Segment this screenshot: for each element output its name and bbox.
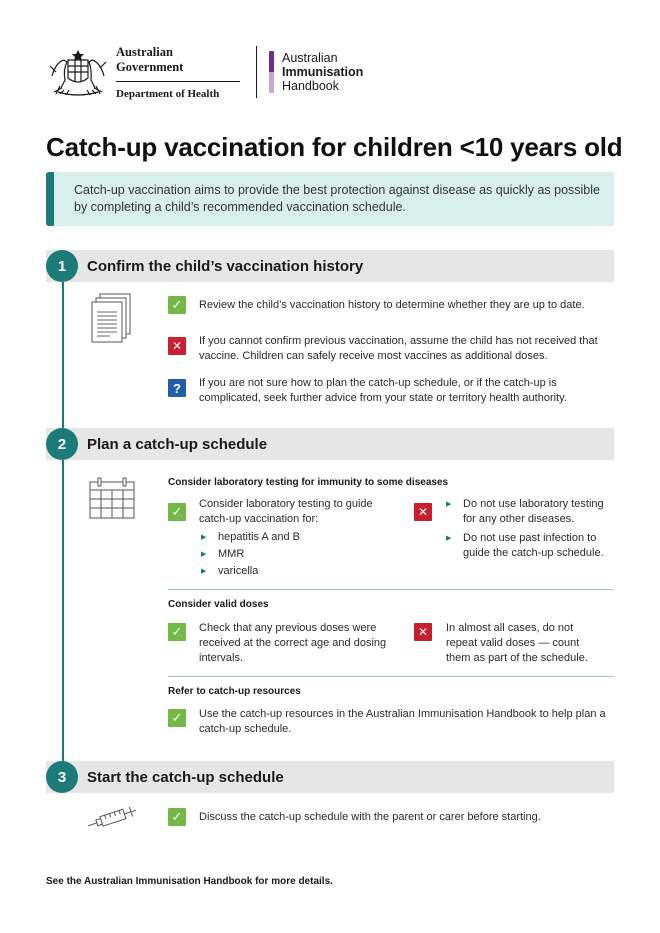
handbook-logo-bar [269, 51, 274, 93]
intro-box [46, 172, 614, 226]
step-3-item [168, 808, 614, 826]
step-3-title: Start the catch-up schedule [87, 768, 284, 786]
list-item: ▶ hepatitis A and B [199, 530, 398, 545]
check-icon: ✓ [168, 296, 186, 314]
check-icon: ✓ [168, 623, 186, 641]
list-item: ▶ varicella [199, 564, 398, 579]
step-2-number: 2 [46, 428, 78, 460]
section-divider [168, 589, 614, 590]
step-3-header [46, 761, 614, 793]
documents-icon [88, 292, 134, 350]
list-item: ▶ MMR [199, 547, 398, 562]
page-title: Catch-up vaccination for children <10 years old [46, 132, 623, 162]
government-wordmark [116, 45, 240, 100]
step-1-number: 1 [46, 250, 78, 282]
gov-line1: Australian Government [116, 45, 240, 82]
valid-doses-dont-text: In almost all cases, do not repeat valid doses — count them as part of the schedule. [446, 622, 588, 664]
step-3-text: Discuss the catch-up schedule with the parent or carer before starting. [199, 811, 541, 823]
lab-testing-heading: Consider laboratory testing for immunity to some diseases [168, 477, 449, 488]
step-1-item-3 [168, 376, 614, 406]
lab-testing-dont [414, 497, 614, 565]
step-1-item-1-text: Review the child’s vaccination history to determine whether they are up to date. [199, 299, 585, 311]
question-icon: ? [168, 379, 186, 397]
lab-testing-dont-content [444, 497, 604, 565]
resources-item [168, 707, 614, 737]
coat-of-arms-icon [46, 46, 110, 98]
lab-testing-do [168, 497, 398, 579]
step-1-header [46, 250, 614, 282]
syringe-icon [86, 806, 138, 830]
footer-note: See the Australian Immunisation Handbook for more details. [46, 876, 333, 887]
lab-testing-dont-list [444, 497, 604, 561]
check-icon: ✓ [168, 503, 186, 521]
valid-doses-heading: Consider valid doses [168, 599, 269, 610]
resources-text: Use the catch-up resources in the Australian Immunisation Handbook to help plan a catch-up schedule. [199, 708, 606, 735]
lab-testing-do-list [199, 530, 398, 579]
cross-icon: ✕ [414, 623, 432, 641]
lab-testing-do-text: Consider laboratory testing to guide catch-up vaccination for: [199, 498, 373, 525]
gov-line2: Department of Health [116, 87, 220, 100]
list-item: ▶ Do not use laboratory testing for any other diseases. [444, 497, 604, 527]
step-1-title: Confirm the child’s vaccination history [87, 257, 364, 275]
intro-text: Catch-up vaccination aims to provide the best protection against disease as quickly as possible by completing a child’s recommended vaccination schedule. [74, 183, 600, 214]
step-2-header [46, 428, 614, 460]
cross-icon: ✕ [414, 503, 432, 521]
handbook-line3: Handbook [282, 79, 339, 93]
header-divider [256, 46, 257, 98]
handbook-wordmark [282, 51, 363, 93]
valid-doses-dont [414, 621, 614, 666]
cross-icon: ✕ [168, 337, 186, 355]
lab-testing-do-content [199, 497, 398, 579]
handbook-line2: Immunisation [282, 65, 364, 79]
step-2-title: Plan a catch-up schedule [87, 435, 268, 453]
header [46, 44, 363, 100]
step-1-item-2-text: If you cannot confirm previous vaccination, assume the child has not received that vaccine. Children can safely receive most vaccines as additional doses. [199, 335, 598, 362]
section-divider [168, 676, 614, 677]
step-1-item-1 [168, 296, 614, 314]
step-3-number: 3 [46, 761, 78, 793]
step-1-item-3-text: If you are not sure how to plan the catch-up schedule, or if the catch-up is complicated, seek further advice from your state or territory health authority. [199, 377, 567, 404]
step-1-item-2 [168, 334, 614, 364]
handbook-line1: Australian [282, 51, 338, 65]
check-icon: ✓ [168, 709, 186, 727]
calendar-icon [88, 476, 136, 520]
valid-doses-do-text: Check that any previous doses were received at the correct age and dosing intervals. [199, 622, 387, 664]
list-item: ▶ Do not use past infection to guide the catch-up schedule. [444, 531, 604, 561]
timeline-line [62, 266, 64, 776]
check-icon: ✓ [168, 808, 186, 826]
valid-doses-do [168, 621, 398, 666]
resources-heading: Refer to catch-up resources [168, 686, 301, 697]
